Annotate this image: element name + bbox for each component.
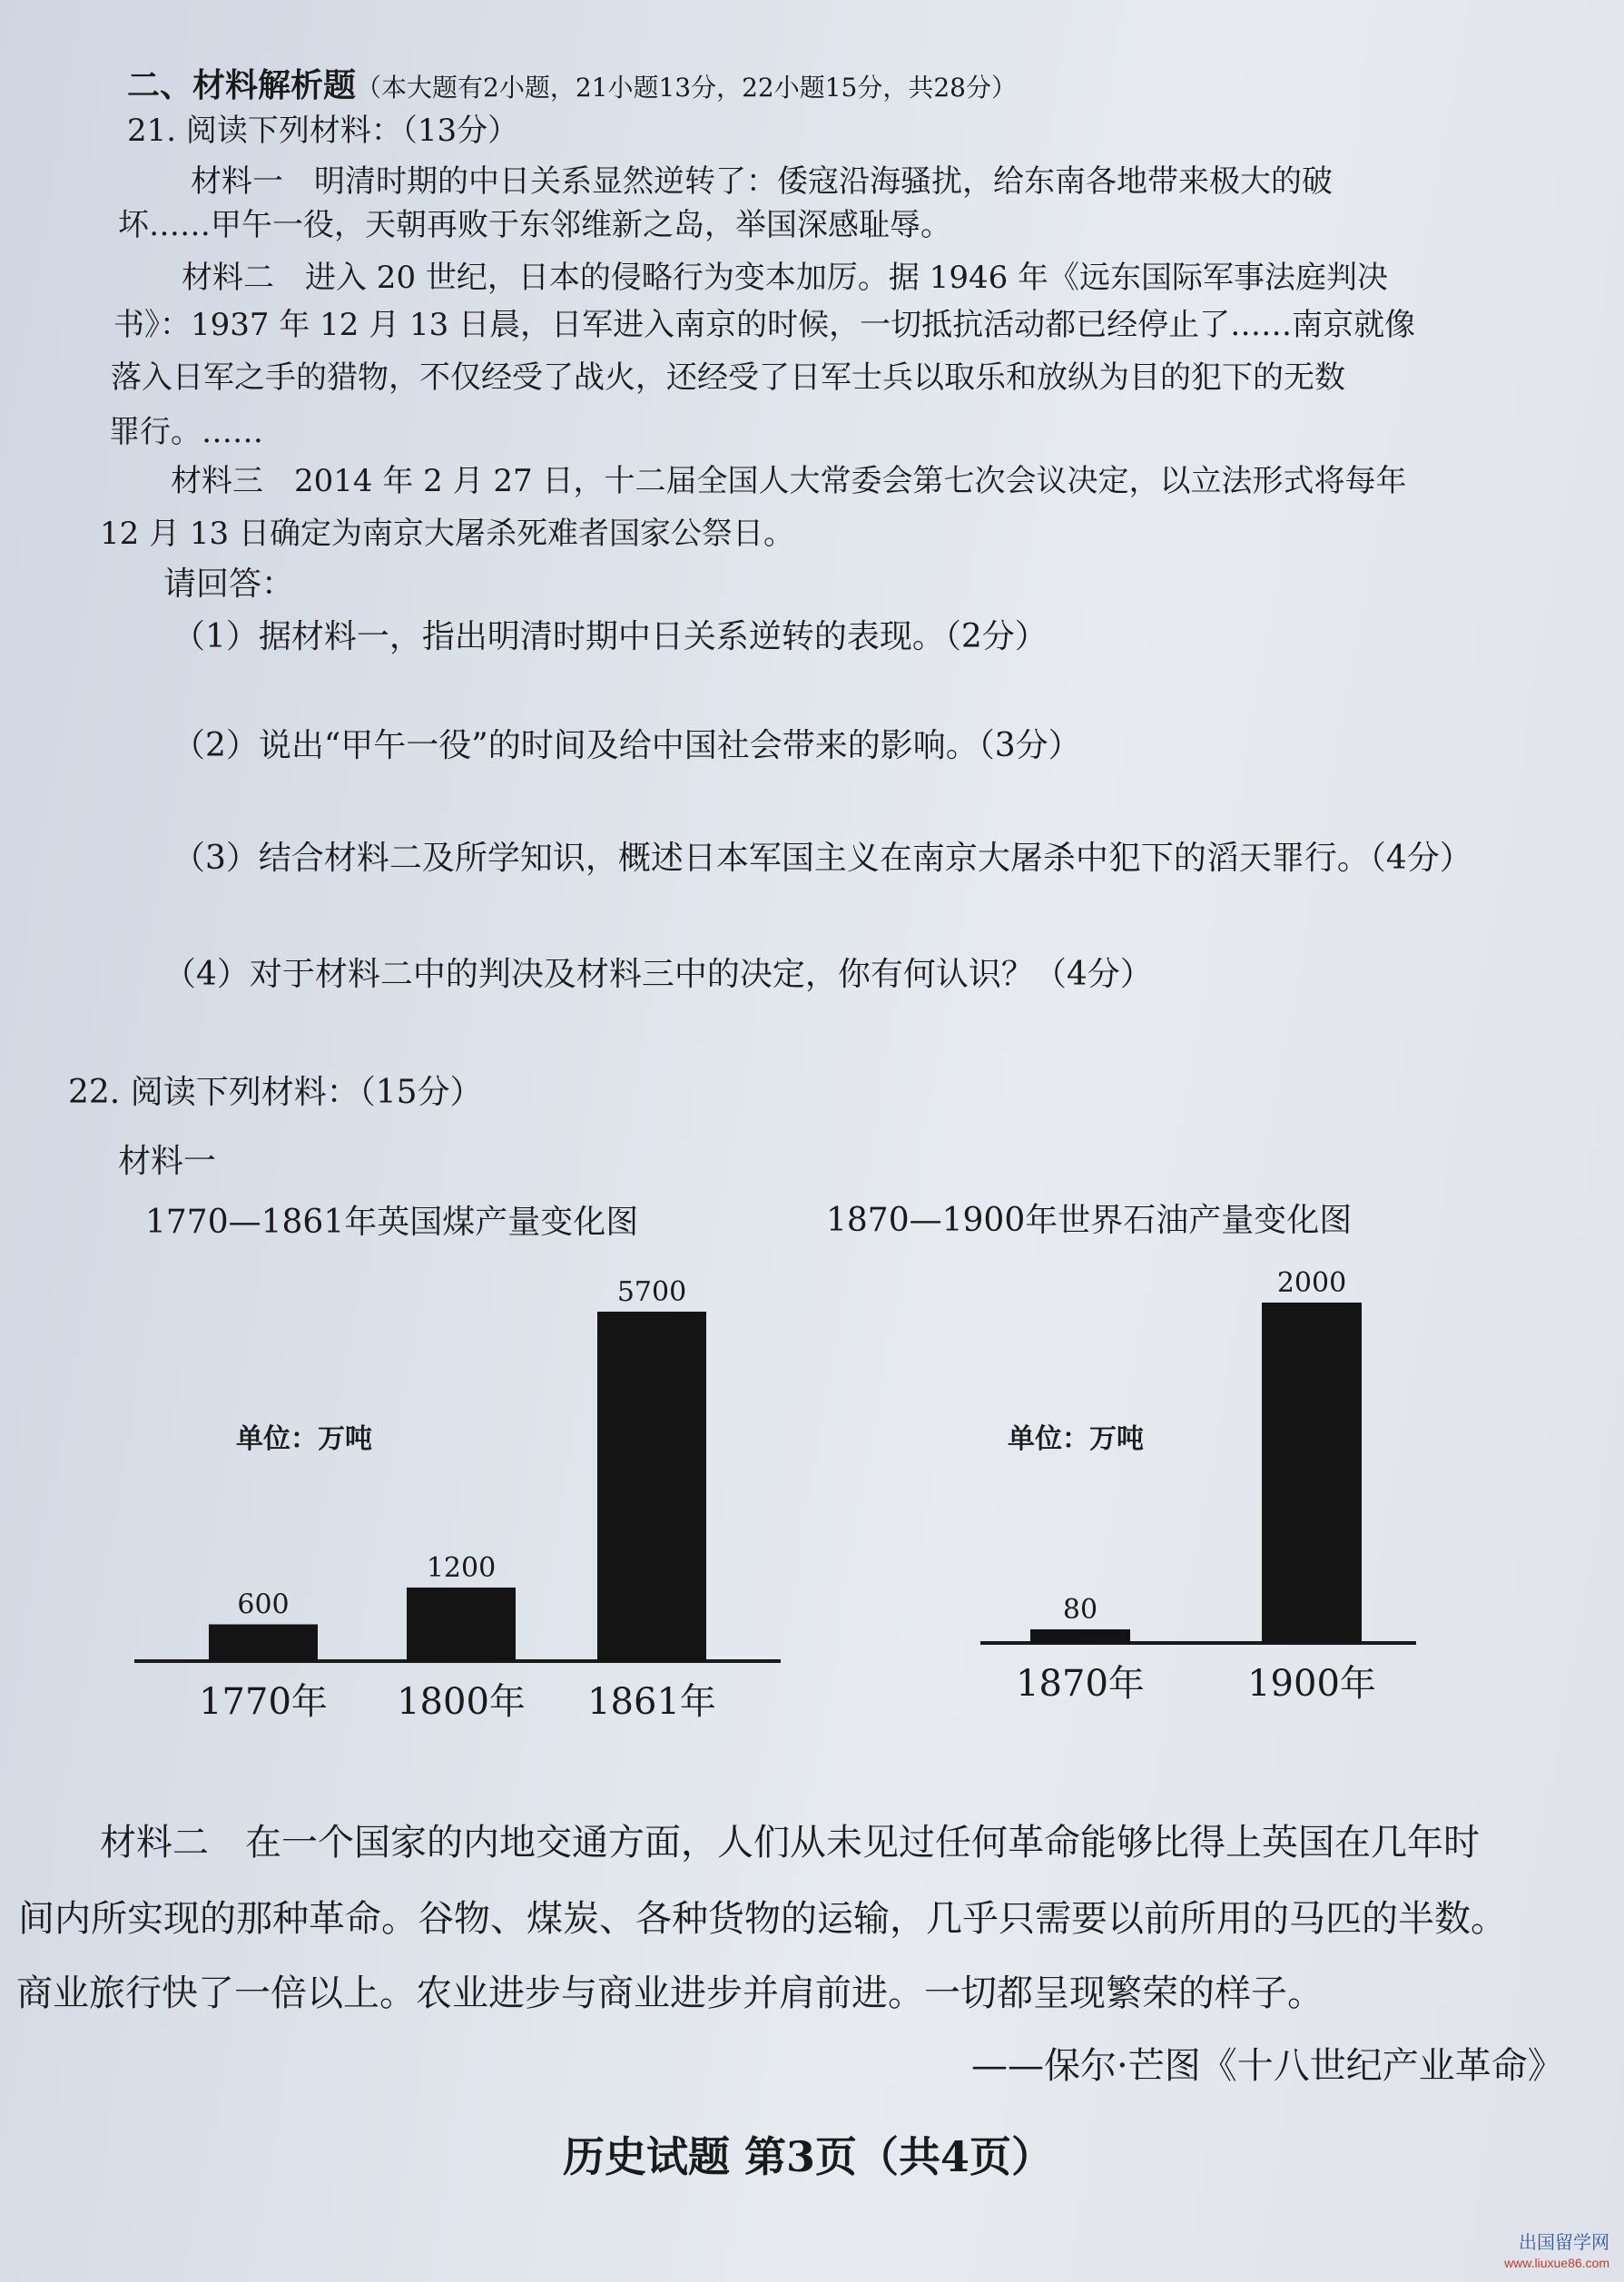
section-title: 二、材料解析题 xyxy=(127,66,357,104)
oil-output-chart xyxy=(971,1244,1434,1725)
section-heading xyxy=(127,65,1017,108)
q21-ask: 请回答： xyxy=(163,566,295,603)
watermark xyxy=(1504,2233,1609,2273)
q21-material2-line1: 材料二 进入 20 世纪，日本的侵略行为变本加厉。据 1946 年《远东国际军事法庭判决 xyxy=(182,260,1389,296)
q21-material1-line1: 材料一 明清时期的中日关系显然逆转了：倭寇沿海骚扰，给东南各地带来极大的破 xyxy=(191,163,1333,200)
watermark-name: 出国留学网 xyxy=(1519,2233,1609,2253)
category-label: 1770年 xyxy=(199,1681,328,1723)
watermark-url: www.liuxue86.com xyxy=(1504,2256,1609,2270)
bar xyxy=(407,1588,516,1661)
q21-material2-line3: 落入日军之手的猎物，不仅经受了战火，还经受了日军士兵以取乐和放纵为目的犯下的无数 xyxy=(111,359,1345,396)
bar-value-label: 2000 xyxy=(1276,1267,1347,1299)
q21-material3-line1: 材料三 2014 年 2 月 27 日，十二届全国人大常委会第七次会议决定，以立法形式将每年 xyxy=(171,463,1407,499)
bar xyxy=(209,1624,318,1661)
chart-1-title: 1770—1861年英国煤产量变化图 xyxy=(145,1204,639,1241)
q21-material1-line2: 坏……甲午一役，天朝再败于东邻维新之岛，举国深感耻辱。 xyxy=(118,207,951,243)
unit-label: 单位：万吨 xyxy=(236,1423,372,1455)
category-label: 1900年 xyxy=(1247,1663,1376,1705)
section-note: （本大题有2小题，21小题13分，22小题15分，共28分） xyxy=(356,73,1017,103)
chart-2-title: 1870—1900年世界石油产量变化图 xyxy=(826,1202,1353,1239)
q22-material2-source: ——保尔·芒图《十八世纪产业革命》 xyxy=(971,2045,1564,2087)
q21-question-4: （4）对于材料二中的判决及材料三中的决定，你有何认识？（4分） xyxy=(163,956,1153,993)
coal-output-chart xyxy=(127,1244,799,1734)
bar xyxy=(597,1312,706,1661)
unit-label: 单位：万吨 xyxy=(1008,1423,1144,1455)
q21-material2-line2: 书》：1937 年 12 月 13 日晨，日军进入南京的时候，一切抵抗活动都已经停止了……南京就像 xyxy=(113,307,1416,343)
page-footer: 历史试题 第3页（共4页） xyxy=(563,2132,1054,2181)
q22-heading: 22. 阅读下列材料：（15分） xyxy=(68,1074,483,1111)
q22-material1-label: 材料一 xyxy=(118,1143,217,1180)
q21-question-2: （2）说出“甲午一役”的时间及给中国社会带来的影响。（3分） xyxy=(172,727,1081,764)
category-label: 1870年 xyxy=(1016,1663,1145,1705)
bar-value-label: 1200 xyxy=(426,1551,497,1584)
q21-question-1: （1）据材料一，指出明清时期中日关系逆转的表现。（2分） xyxy=(172,618,1048,655)
q22-material2-line2: 间内所实现的那种革命。谷物、煤炭、各种货物的运输，几乎只需要以前所用的马匹的半数。 xyxy=(18,1898,1507,1940)
q21-material2-line4: 罪行。…… xyxy=(109,414,263,450)
q21-material3-line2: 12 月 13 日确定为南京大屠杀死难者国家公祭日。 xyxy=(100,516,794,552)
bar-value-label: 80 xyxy=(1062,1594,1098,1626)
q22-material2-line3: 商业旅行快了一倍以上。农业进步与商业进步并肩前进。一切都呈现繁荣的样子。 xyxy=(16,1972,1324,2014)
bar-value-label: 600 xyxy=(237,1589,290,1621)
bar-value-label: 5700 xyxy=(616,1276,687,1308)
q22-material2-line1: 材料二 在一个国家的内地交通方面，人们从未见过任何革命能够比得上英国在几年时 xyxy=(100,1822,1480,1864)
bar xyxy=(1030,1629,1130,1643)
bar xyxy=(1262,1303,1362,1643)
q21-heading: 21. 阅读下列材料：（13分） xyxy=(127,113,519,149)
category-label: 1861年 xyxy=(587,1681,716,1723)
q21-question-3: （3）结合材料二及所学知识，概述日本军国主义在南京大屠杀中犯下的滔天罪行。（4分） xyxy=(172,840,1472,877)
category-label: 1800年 xyxy=(397,1681,526,1723)
